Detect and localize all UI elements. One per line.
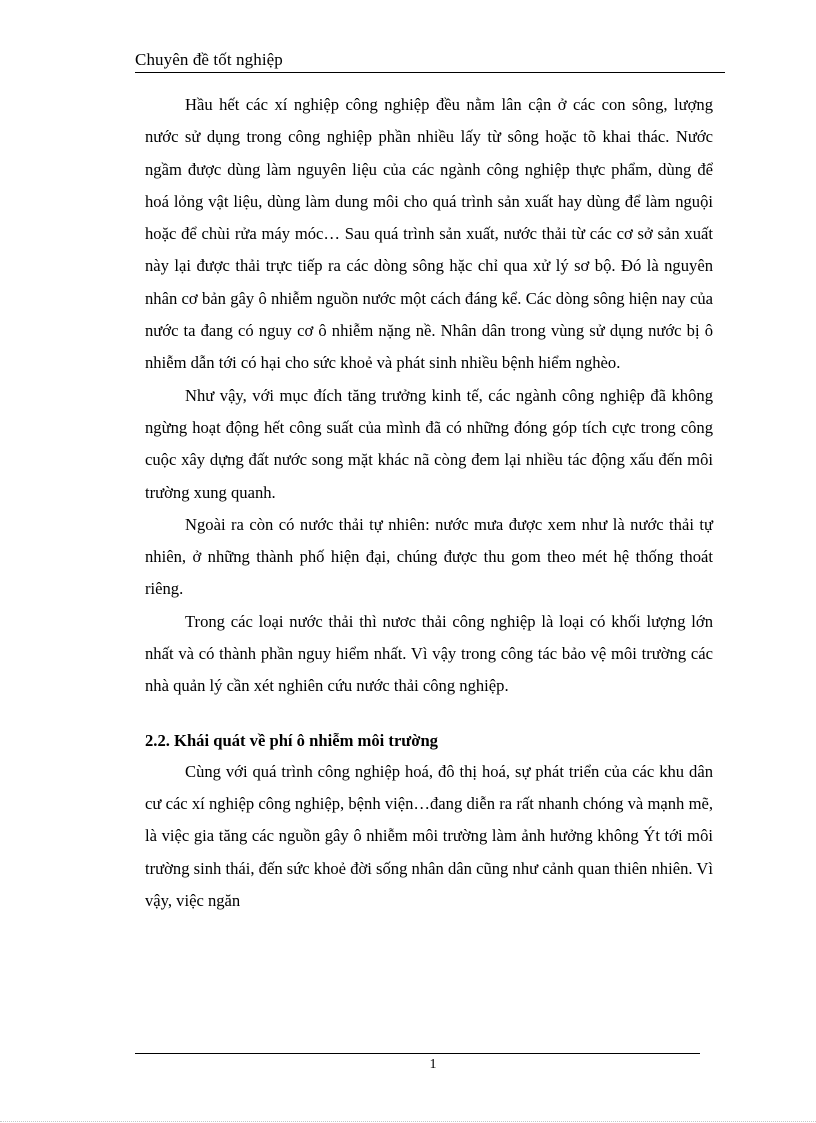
document-body	[145, 89, 713, 917]
body-paragraph-4: Trong các loại nước thải thì nươc thải công nghiệp là loại có khối lượng lớn nhất và có thành phần nguy hiểm nhất. Vì vậy trong công tác bảo vệ môi trường các nhà quản lý cần xét nghiên cứu nước thải công nghiệp.	[145, 611, 713, 696]
page-number: 1	[429, 1057, 437, 1072]
body-paragraph-1: Hầu hết các xí nghiệp công nghiệp đều nằm lân cận ở các con sông, lượng nước sử dụng trong công nghiệp phần nhiều lấy từ sông hoặc tõ khai thác. Nước ngầm được dùng làm nguyên liệu của các ngành công nghiệp thực phẩm, dùng để hoá lỏng vật liệu, dùng làm dung môi cho quá trình sản xuất hay dùng để làm nguội hoặc để chùi rửa máy móc… Sau quá trình sản xuất, nước thải từ các cơ sở sản xuất này lại được thải trực tiếp ra các dòng sông hặc chỉ qua xử lý sơ bộ. Đó là nguyên nhân cơ bản gây ô nhiễm nguồn nước một cách đáng kể. Các dòng sông hiện nay của nước ta đang có nguy cơ ô nhiễm nặng nề. Nhân dân trong vùng sử dụng nước bị ô nhiễm dẫn tới có hại cho sức khoẻ và phát sinh nhiều bệnh hiểm nghèo.	[145, 95, 713, 373]
footer-rule	[135, 1053, 700, 1054]
page-edge-divider	[0, 1121, 816, 1122]
body-paragraph-2: Như vậy, với mục đích tăng trưởng kinh tế, các ngành công nghiệp đã không ngừng hoạt động hết công suất của mình đã có những đóng góp tích cực trong công cuộc xây dựng đất nước song mặt khác nã còng đem lại nhiều tác động xấu đến môi trường xung quanh.	[145, 385, 713, 502]
page-header	[135, 50, 725, 73]
section-paragraph-1: Cùng với quá trình công nghiệp hoá, đô thị hoá, sự phát triển của các khu dân cư các xí nghiệp công nghiệp, bệnh viện…đang diễn ra rất nhanh chóng và mạnh mẽ, là việc gia tăng các nguồn gây ô nhiễm môi trường làm ảnh hưởng không Ýt tới môi trường sinh thái, đến sức khoẻ đời sống nhân dân cũng như cảnh quan thiên nhiên. Vì vậy, việc ngăn	[145, 761, 713, 910]
header-title: Chuyên đề tốt nghiệp	[135, 50, 283, 69]
section-heading: 2.2. Khái quát về phí ô nhiễm môi trường	[145, 730, 438, 750]
body-paragraph-3: Ngoài ra còn có nước thải tự nhiên: nước mưa được xem như là nước thải tự nhiên, ở những thành phố hiện đại, chúng được thu gom theo mét hệ thống thoát riêng.	[145, 514, 713, 599]
